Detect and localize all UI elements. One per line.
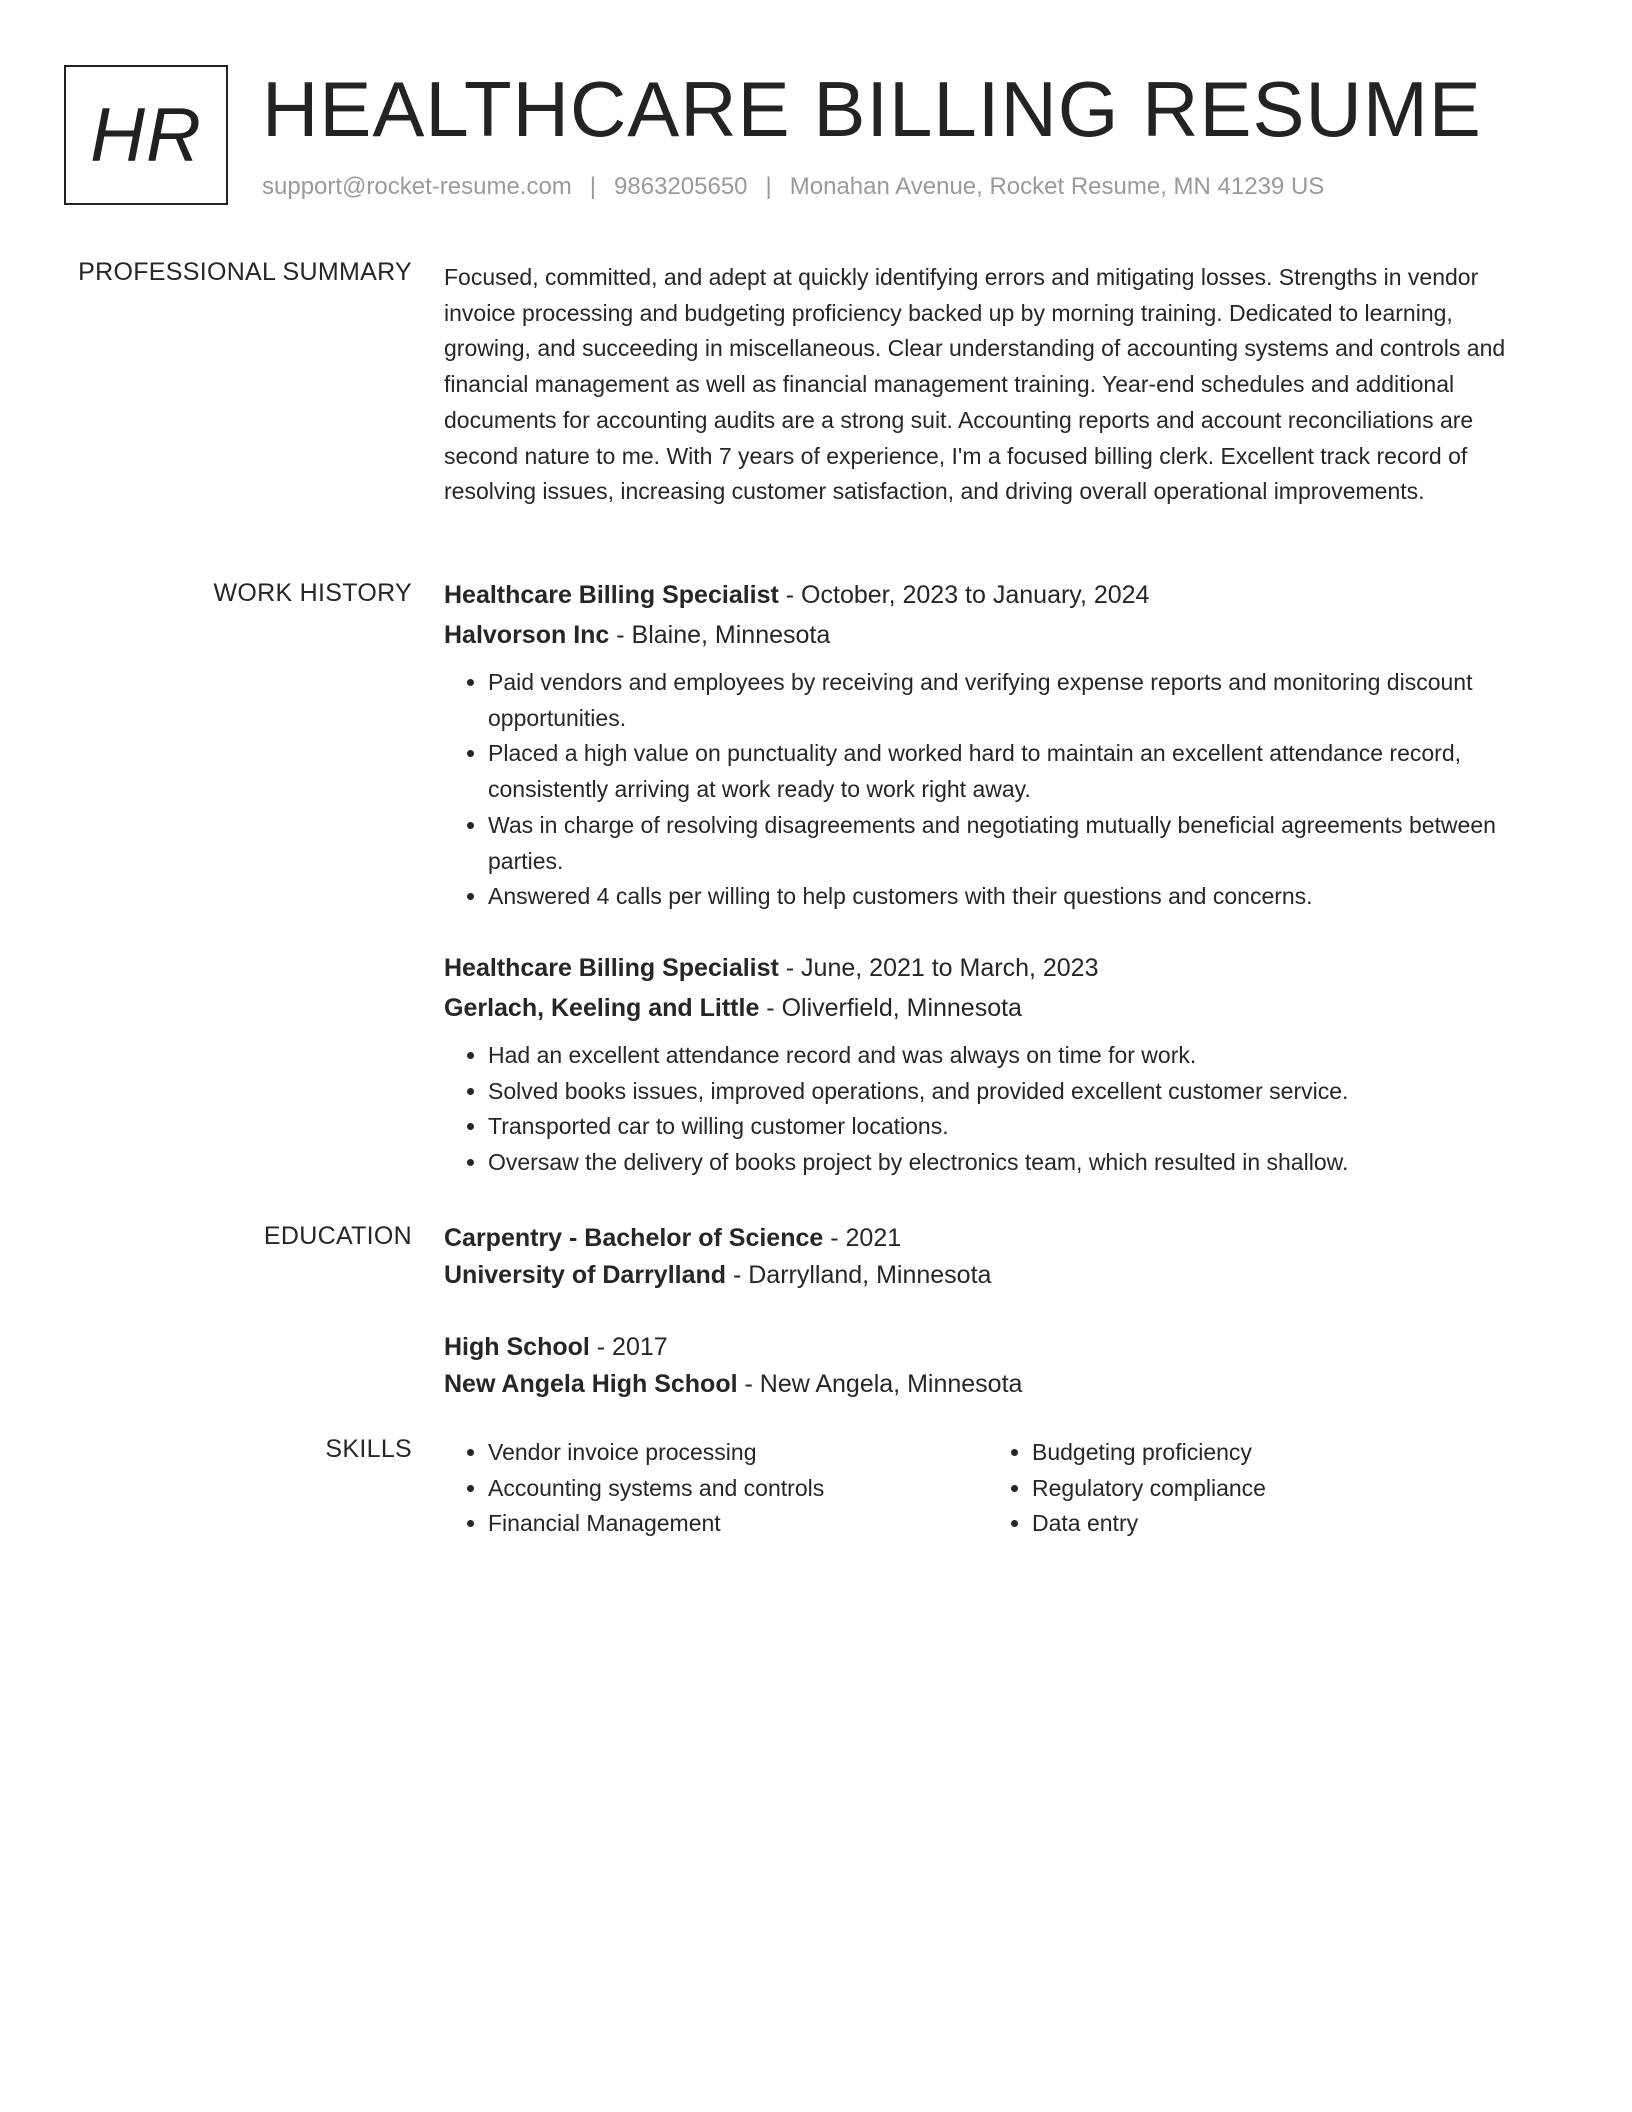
job-company-line — [444, 615, 1544, 655]
summary-body — [444, 260, 1544, 510]
degree: High School — [444, 1333, 590, 1361]
list-item: • Vendor invoice processing — [488, 1435, 988, 1471]
school-line — [444, 1257, 1544, 1294]
list-item: • Oversaw the delivery of books project by electronics team, which resulted in shallow. — [488, 1145, 1544, 1181]
list-item: • Placed a high value on punctuality and worked hard to maintain an excellent attendance record, consistently arriving at work ready to work right away. — [488, 736, 1544, 807]
contact-phone: 9863205650 — [614, 173, 748, 200]
job-company: Gerlach, Keeling and Little — [444, 993, 760, 1022]
list-item: • Data entry — [1032, 1506, 1532, 1542]
school-line — [444, 1366, 1544, 1403]
list-item: • Solved books issues, improved operations, and provided excellent customer service. — [488, 1074, 1544, 1110]
monogram-initials: HR — [90, 92, 202, 178]
graduation-year: - 2017 — [589, 1333, 668, 1361]
degree-line — [444, 1220, 1544, 1257]
job-dates: - October, 2023 to January, 2024 — [778, 581, 1150, 609]
work-history-body — [444, 575, 1544, 1181]
summary-text: Focused, committed, and adept at quickly identifying errors and mitigating losses. Strengths in vendor invoice processing and budgeting proficiency backed up by morning training. Dedicated to learning, growing, and succeeding in miscellaneous. Clear understanding of accounting systems and controls and financial management as well as financial management training. Year-end schedules and additional documents for accounting audits are a strong suit. Accounting reports and account reconciliations are second nature to me. With 7 years of experience, I'm a focused billing clerk. Excellent track record of resolving issues, increasing customer satisfaction, and driving overall operational improvements. — [444, 264, 1506, 505]
job-entry — [444, 575, 1544, 915]
graduation-year: - 2021 — [823, 1224, 902, 1252]
school: New Angela High School — [444, 1370, 738, 1398]
education-entry — [444, 1329, 1544, 1403]
education-body — [444, 1220, 1544, 1403]
education-entry — [444, 1220, 1544, 1294]
list-item: • Transported car to willing customer locations. — [488, 1109, 1544, 1145]
job-title: Healthcare Billing Specialist — [444, 953, 779, 982]
job-title-line — [444, 575, 1544, 615]
monogram-box — [64, 65, 228, 205]
job-company: Halvorson Inc — [444, 621, 610, 649]
contact-address: Monahan Avenue, Rocket Resume, MN 41239 US — [789, 173, 1325, 200]
job-title-line — [444, 948, 1544, 988]
degree: Carpentry - Bachelor of Science — [444, 1224, 824, 1252]
list-item: • Was in charge of resolving disagreements and negotiating mutually beneficial agreements between parties. — [488, 808, 1544, 879]
contact-email: support@rocket-resume.com — [262, 173, 572, 200]
degree-line — [444, 1329, 1544, 1366]
job-bullet-list — [444, 665, 1544, 915]
contact-separator: | — [589, 173, 597, 200]
summary-label: PROFESSIONAL SUMMARY — [78, 258, 412, 286]
education-label: EDUCATION — [263, 1222, 412, 1250]
list-item: • Answered 4 calls per willing to help customers with their questions and concerns. — [488, 879, 1544, 915]
school-location: - Darrylland, Minnesota — [726, 1261, 992, 1289]
job-bullet-list — [444, 1038, 1544, 1181]
job-location: - Blaine, Minnesota — [609, 621, 831, 649]
school-location: - New Angela, Minnesota — [737, 1370, 1023, 1398]
job-dates: - June, 2021 to March, 2023 — [778, 953, 1099, 982]
job-title: Healthcare Billing Specialist — [444, 581, 779, 609]
school: University of Darrylland — [444, 1261, 727, 1289]
skills-body — [444, 1435, 1544, 1542]
contact-line — [262, 173, 1324, 201]
skills-list-left — [444, 1435, 988, 1542]
list-item: • Financial Management — [488, 1506, 988, 1542]
job-entry — [444, 948, 1544, 1181]
contact-separator: | — [765, 173, 772, 200]
list-item: • Budgeting proficiency — [1032, 1435, 1532, 1471]
job-company-line — [444, 988, 1544, 1028]
page-title: HEALTHCARE BILLING RESUME — [262, 65, 1482, 153]
list-item: • Accounting systems and controls — [488, 1471, 988, 1507]
list-item: • Regulatory compliance — [1032, 1471, 1532, 1507]
list-item: • Paid vendors and employees by receiving and verifying expense reports and monitoring discount opportunities. — [488, 665, 1544, 736]
work-history-label: WORK HISTORY — [213, 579, 412, 607]
list-item: • Had an excellent attendance record and was always on time for work. — [488, 1038, 1544, 1074]
skills-list-right — [988, 1435, 1532, 1542]
job-location: - Oliverfield, Minnesota — [759, 993, 1022, 1022]
skills-label: SKILLS — [325, 1435, 412, 1463]
